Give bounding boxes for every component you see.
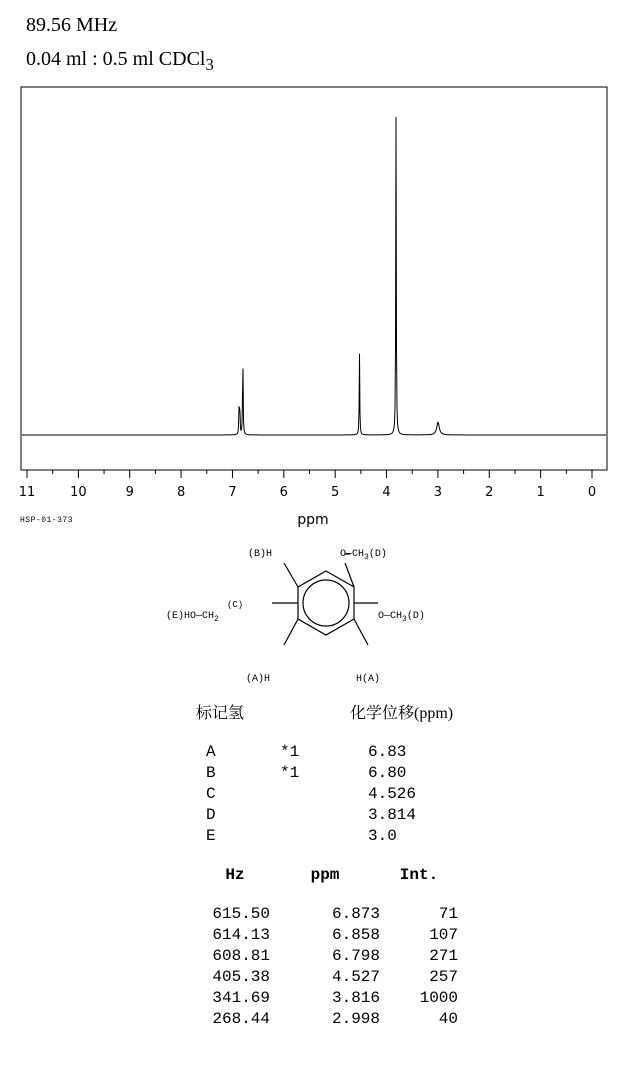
x-axis-tick-labels	[19, 485, 596, 500]
x-tick-label: 9	[125, 485, 134, 500]
peak-ppm: 4.527	[331, 968, 380, 986]
spectrometer-frequency: 89.56 MHz	[26, 14, 118, 36]
peak-int: 40	[438, 1010, 458, 1028]
assignment-table	[206, 742, 448, 847]
peak-hz: 614.13	[212, 926, 270, 944]
label-a-h-right: H(A)	[356, 674, 381, 685]
aromatic-circle	[303, 580, 349, 626]
x-axis-ticks	[27, 470, 592, 478]
x-tick-label: 4	[382, 485, 391, 500]
peak-col-hz: Hz	[225, 866, 245, 884]
bond-h-a-left	[284, 619, 298, 645]
solvent-subscript: 3	[205, 55, 214, 74]
peak-int: 71	[438, 905, 458, 923]
label-e-ho-ch2: $(E)HO—CH_2$	[166, 611, 219, 624]
peak-ppm: 3.816	[331, 989, 380, 1007]
plot-frame	[21, 87, 607, 470]
sample-solvent	[26, 48, 214, 75]
peak-row	[200, 925, 458, 946]
assignment-note: *1	[280, 743, 300, 761]
label-c: (C)	[227, 600, 244, 610]
bond-o-top	[345, 563, 354, 587]
peak-row	[200, 946, 458, 967]
peak-row	[200, 1009, 458, 1030]
peak-int: 107	[429, 926, 458, 944]
assignment-label: D	[206, 806, 216, 824]
peak-ppm: 6.798	[331, 947, 380, 965]
peak-hz: 341.69	[212, 989, 270, 1007]
assignment-row	[206, 742, 448, 763]
x-tick-label: 2	[485, 485, 494, 500]
x-tick-label: 5	[331, 485, 340, 500]
label-och3-top: $O—CH_3(D)$	[340, 549, 387, 562]
assignment-shift: 6.83	[368, 743, 407, 761]
x-tick-label: 10	[70, 485, 87, 500]
assignment-note: *1	[280, 764, 300, 782]
assignment-note	[280, 826, 368, 847]
x-tick-label: 1	[536, 485, 545, 500]
assignment-row	[206, 763, 448, 784]
peak-hz: 615.50	[212, 905, 270, 923]
assignment-note	[280, 784, 368, 805]
peak-ppm: 2.998	[331, 1010, 380, 1028]
molecular-structure	[150, 538, 480, 688]
peak-row	[200, 988, 458, 1009]
assignment-shift: 3.814	[368, 806, 417, 824]
assignment-note	[280, 805, 368, 826]
peak-col-ppm: ppm	[310, 866, 340, 884]
peak-int: 257	[429, 968, 458, 986]
label-a-h-left: (A)H	[246, 674, 271, 685]
bond-h-b	[284, 563, 298, 587]
assignment-shift: 3.0	[368, 827, 397, 845]
solvent-text: 0.04 ml : 0.5 ml CDCl	[26, 48, 206, 70]
assignment-label: E	[206, 827, 216, 845]
x-tick-label: 11	[18, 485, 36, 500]
assignment-row	[206, 826, 448, 847]
x-tick-label: 0	[587, 485, 597, 500]
peak-row	[200, 967, 458, 988]
peak-hz: 268.44	[212, 1010, 270, 1028]
spectrum-trace	[22, 117, 606, 435]
label-b-h: (B)H	[248, 549, 273, 560]
assignment-shift: 6.80	[368, 764, 407, 782]
nmr-spectrum-chart	[0, 80, 626, 540]
peak-ppm: 6.873	[331, 905, 380, 923]
x-tick-label: 8	[176, 485, 186, 500]
assignment-shift-header: 化学位移(ppm)	[350, 705, 454, 722]
assignment-row	[206, 805, 448, 826]
x-axis-label: ppm	[297, 512, 329, 528]
assignment-row	[206, 784, 448, 805]
label-och3-right: $O—CH_3(D)$	[378, 611, 425, 624]
x-tick-label: 6	[279, 485, 288, 500]
bond-h-a-right	[354, 619, 368, 645]
x-tick-label: 3	[433, 485, 443, 500]
assignment-label-header: 标记氢	[196, 705, 245, 722]
assignment-shift: 4.526	[368, 785, 417, 803]
peak-col-int: Int.	[399, 866, 439, 884]
peak-hz: 405.38	[212, 968, 270, 986]
peak-int: 271	[429, 947, 458, 965]
assignment-label: B	[206, 764, 216, 782]
peak-table	[200, 864, 458, 1030]
assignment-label: A	[206, 743, 216, 761]
spectrum-code: HSP-01-373	[20, 516, 74, 525]
peak-row	[200, 904, 458, 925]
assignment-label: C	[206, 785, 216, 803]
x-tick-label: 7	[228, 485, 237, 500]
peak-hz: 608.81	[212, 947, 270, 965]
peak-int: 1000	[419, 989, 458, 1007]
peak-ppm: 6.858	[331, 926, 380, 944]
